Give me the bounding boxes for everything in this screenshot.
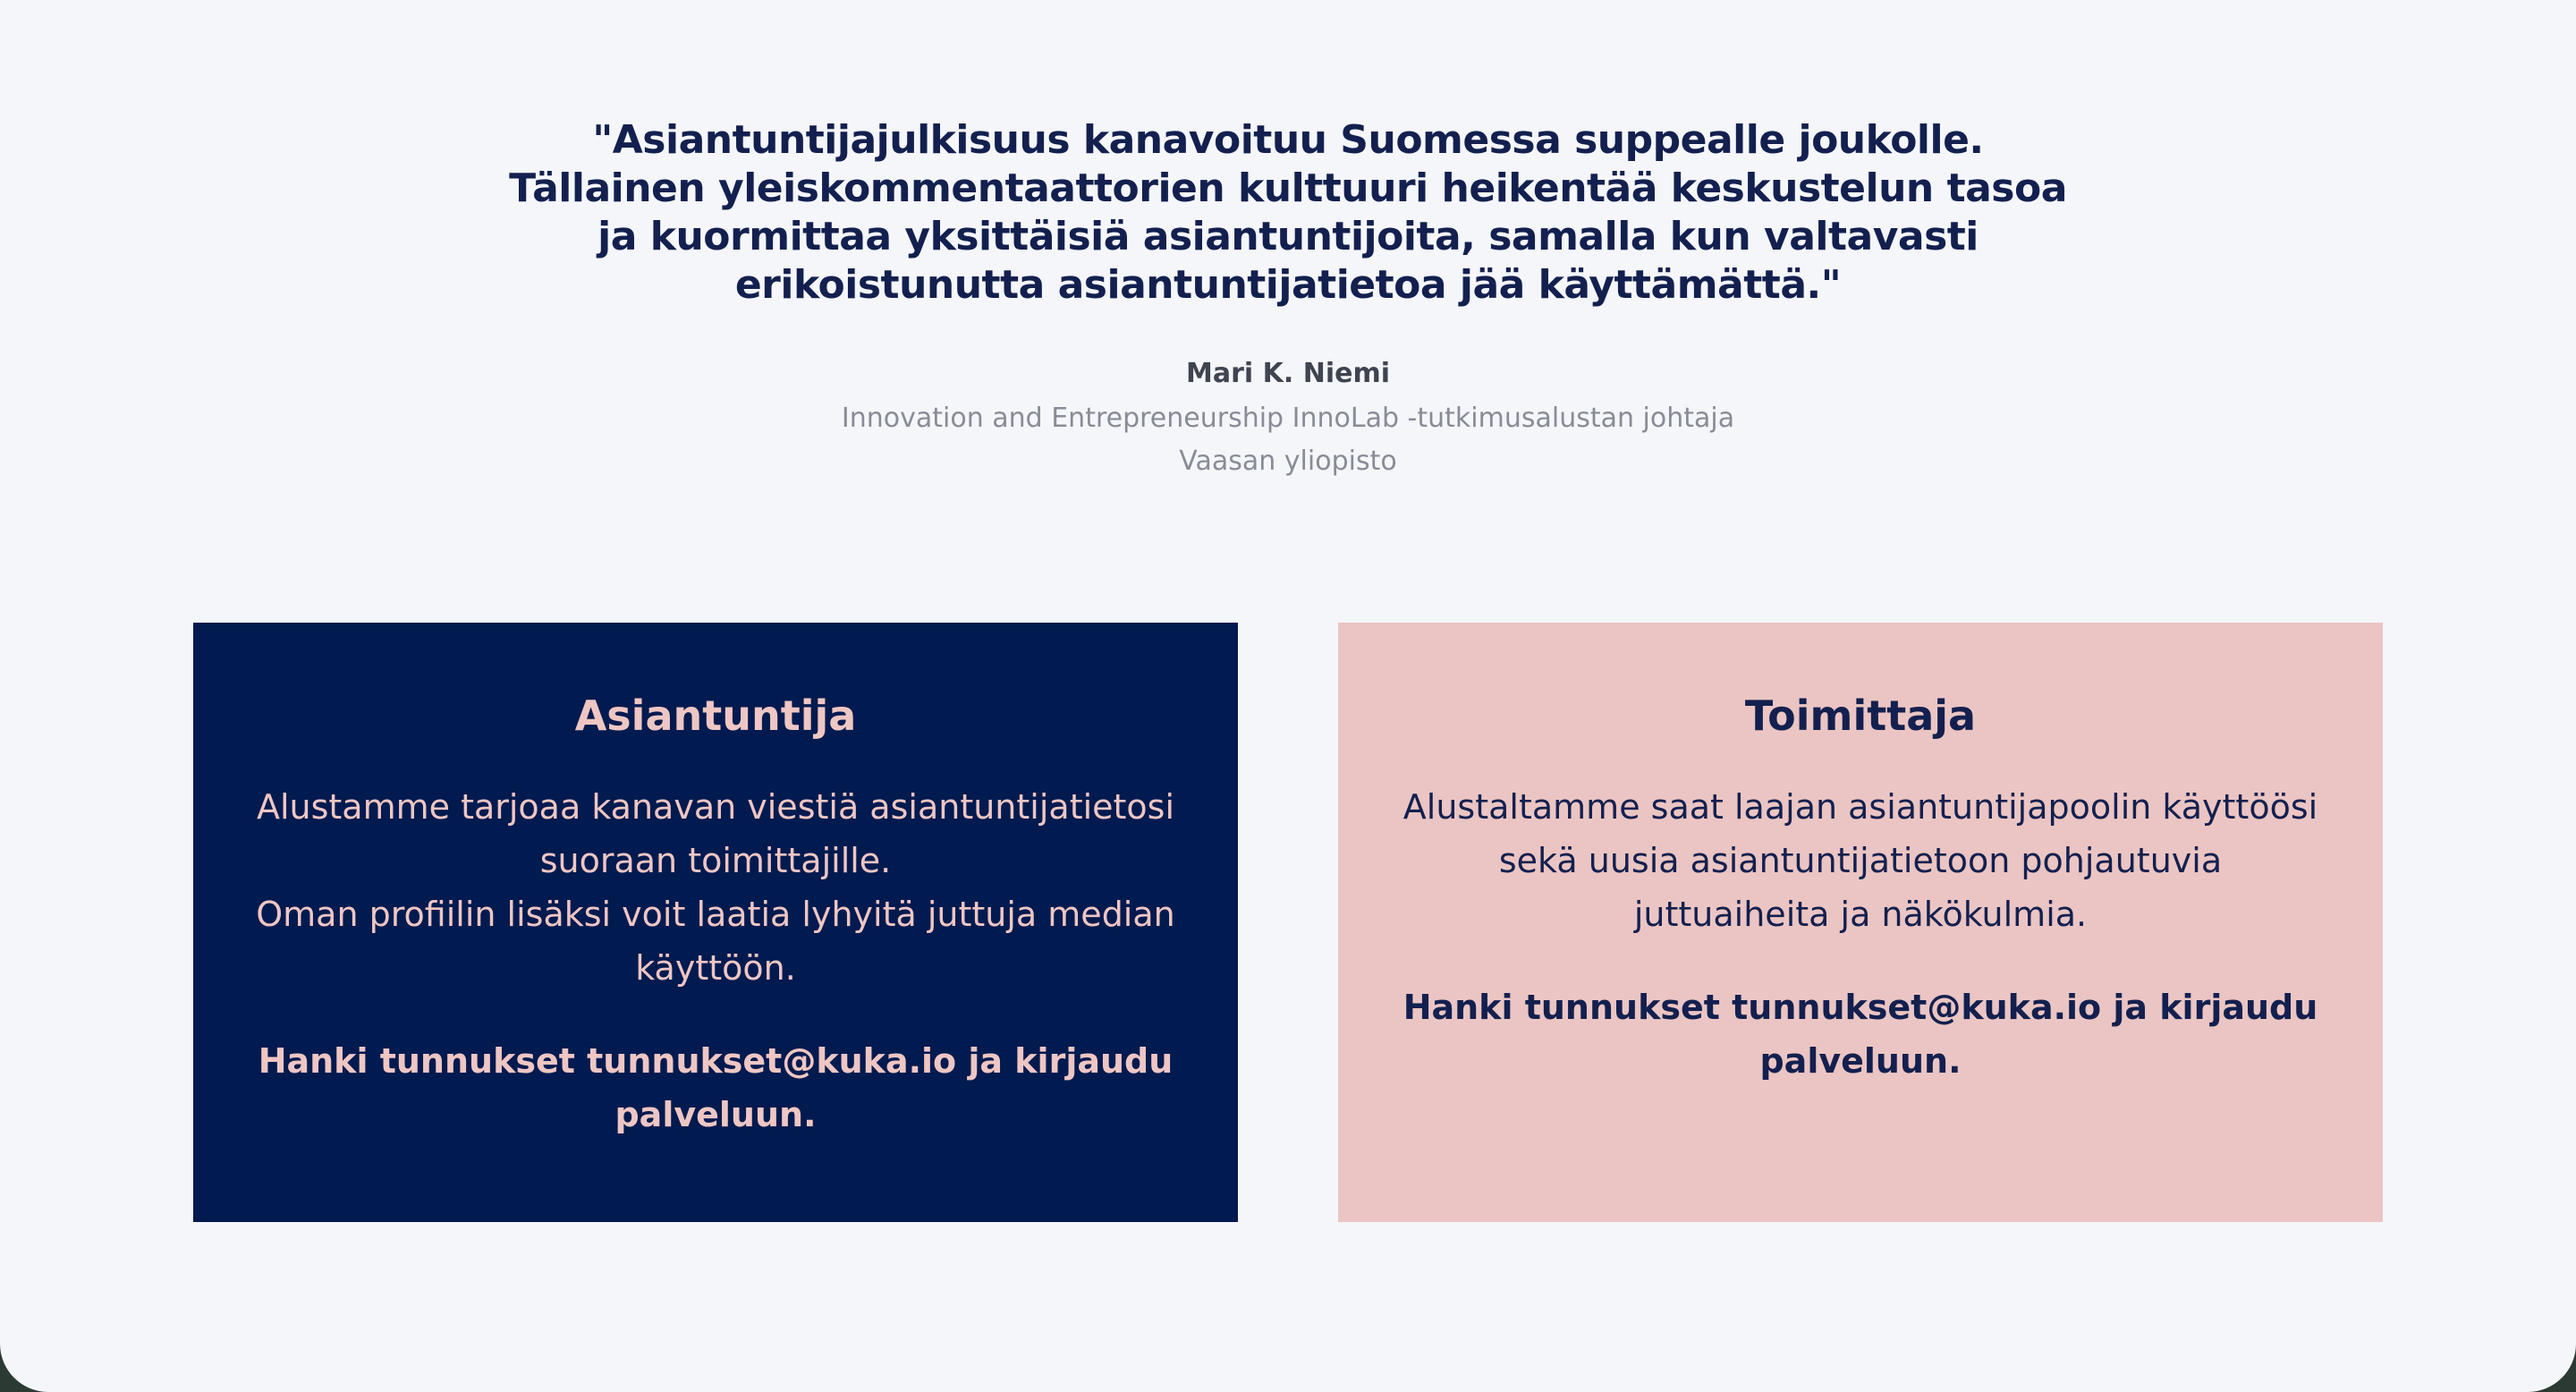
expert-card-text-1: Alustamme tarjoaa kanavan viestiä asiantuntijatietosi suoraan toimittajille. xyxy=(256,787,1175,880)
expert-card-body xyxy=(256,780,1175,995)
expert-card xyxy=(193,623,1238,1222)
journalist-card-signup-text: Hanki tunnukset tunnukset@kuka.io ja kirjaudu palveluun. xyxy=(1402,988,2318,1081)
journalist-card xyxy=(1338,623,2383,1222)
expert-card-signup-text: Hanki tunnukset tunnukset@kuka.io ja kirjaudu palveluun. xyxy=(258,1041,1174,1134)
quote-section xyxy=(0,116,2576,483)
quote-author-organization: Vaasan yliopisto xyxy=(1179,446,1397,477)
quote-author-name: Mari K. Niemi xyxy=(1186,358,1390,389)
quote-text: "Asiantuntijajulkisuus kanavoituu Suomessa suppealle joukolle. Tällainen yleiskommentaattorien kulttuuri heikentää keskustelun tasoa ja kuormittaa yksittäisiä asiantuntijoita, samalla kun valtavasti erikoistunutta asiantuntijatietoa jää käyttämättä." xyxy=(509,117,2067,308)
journalist-card-text-1: Alustaltamme saat laajan asiantuntijapoolin käyttöösi sekä uusia asiantuntijatietoon pohjautuvia juttuaiheita ja näkökulmia. xyxy=(1402,787,2318,934)
expert-card-title: Asiantuntija xyxy=(574,692,857,740)
expert-card-text-2: Oman profiilin lisäksi voit laatia lyhyitä juttuja median käyttöön. xyxy=(256,895,1175,988)
quote-author-role: Innovation and Entrepreneurship InnoLab -tutkimusalustan johtaja xyxy=(841,403,1735,434)
journalist-card-body xyxy=(1401,780,2320,941)
journalist-card-title: Toimittaja xyxy=(1744,692,1977,740)
